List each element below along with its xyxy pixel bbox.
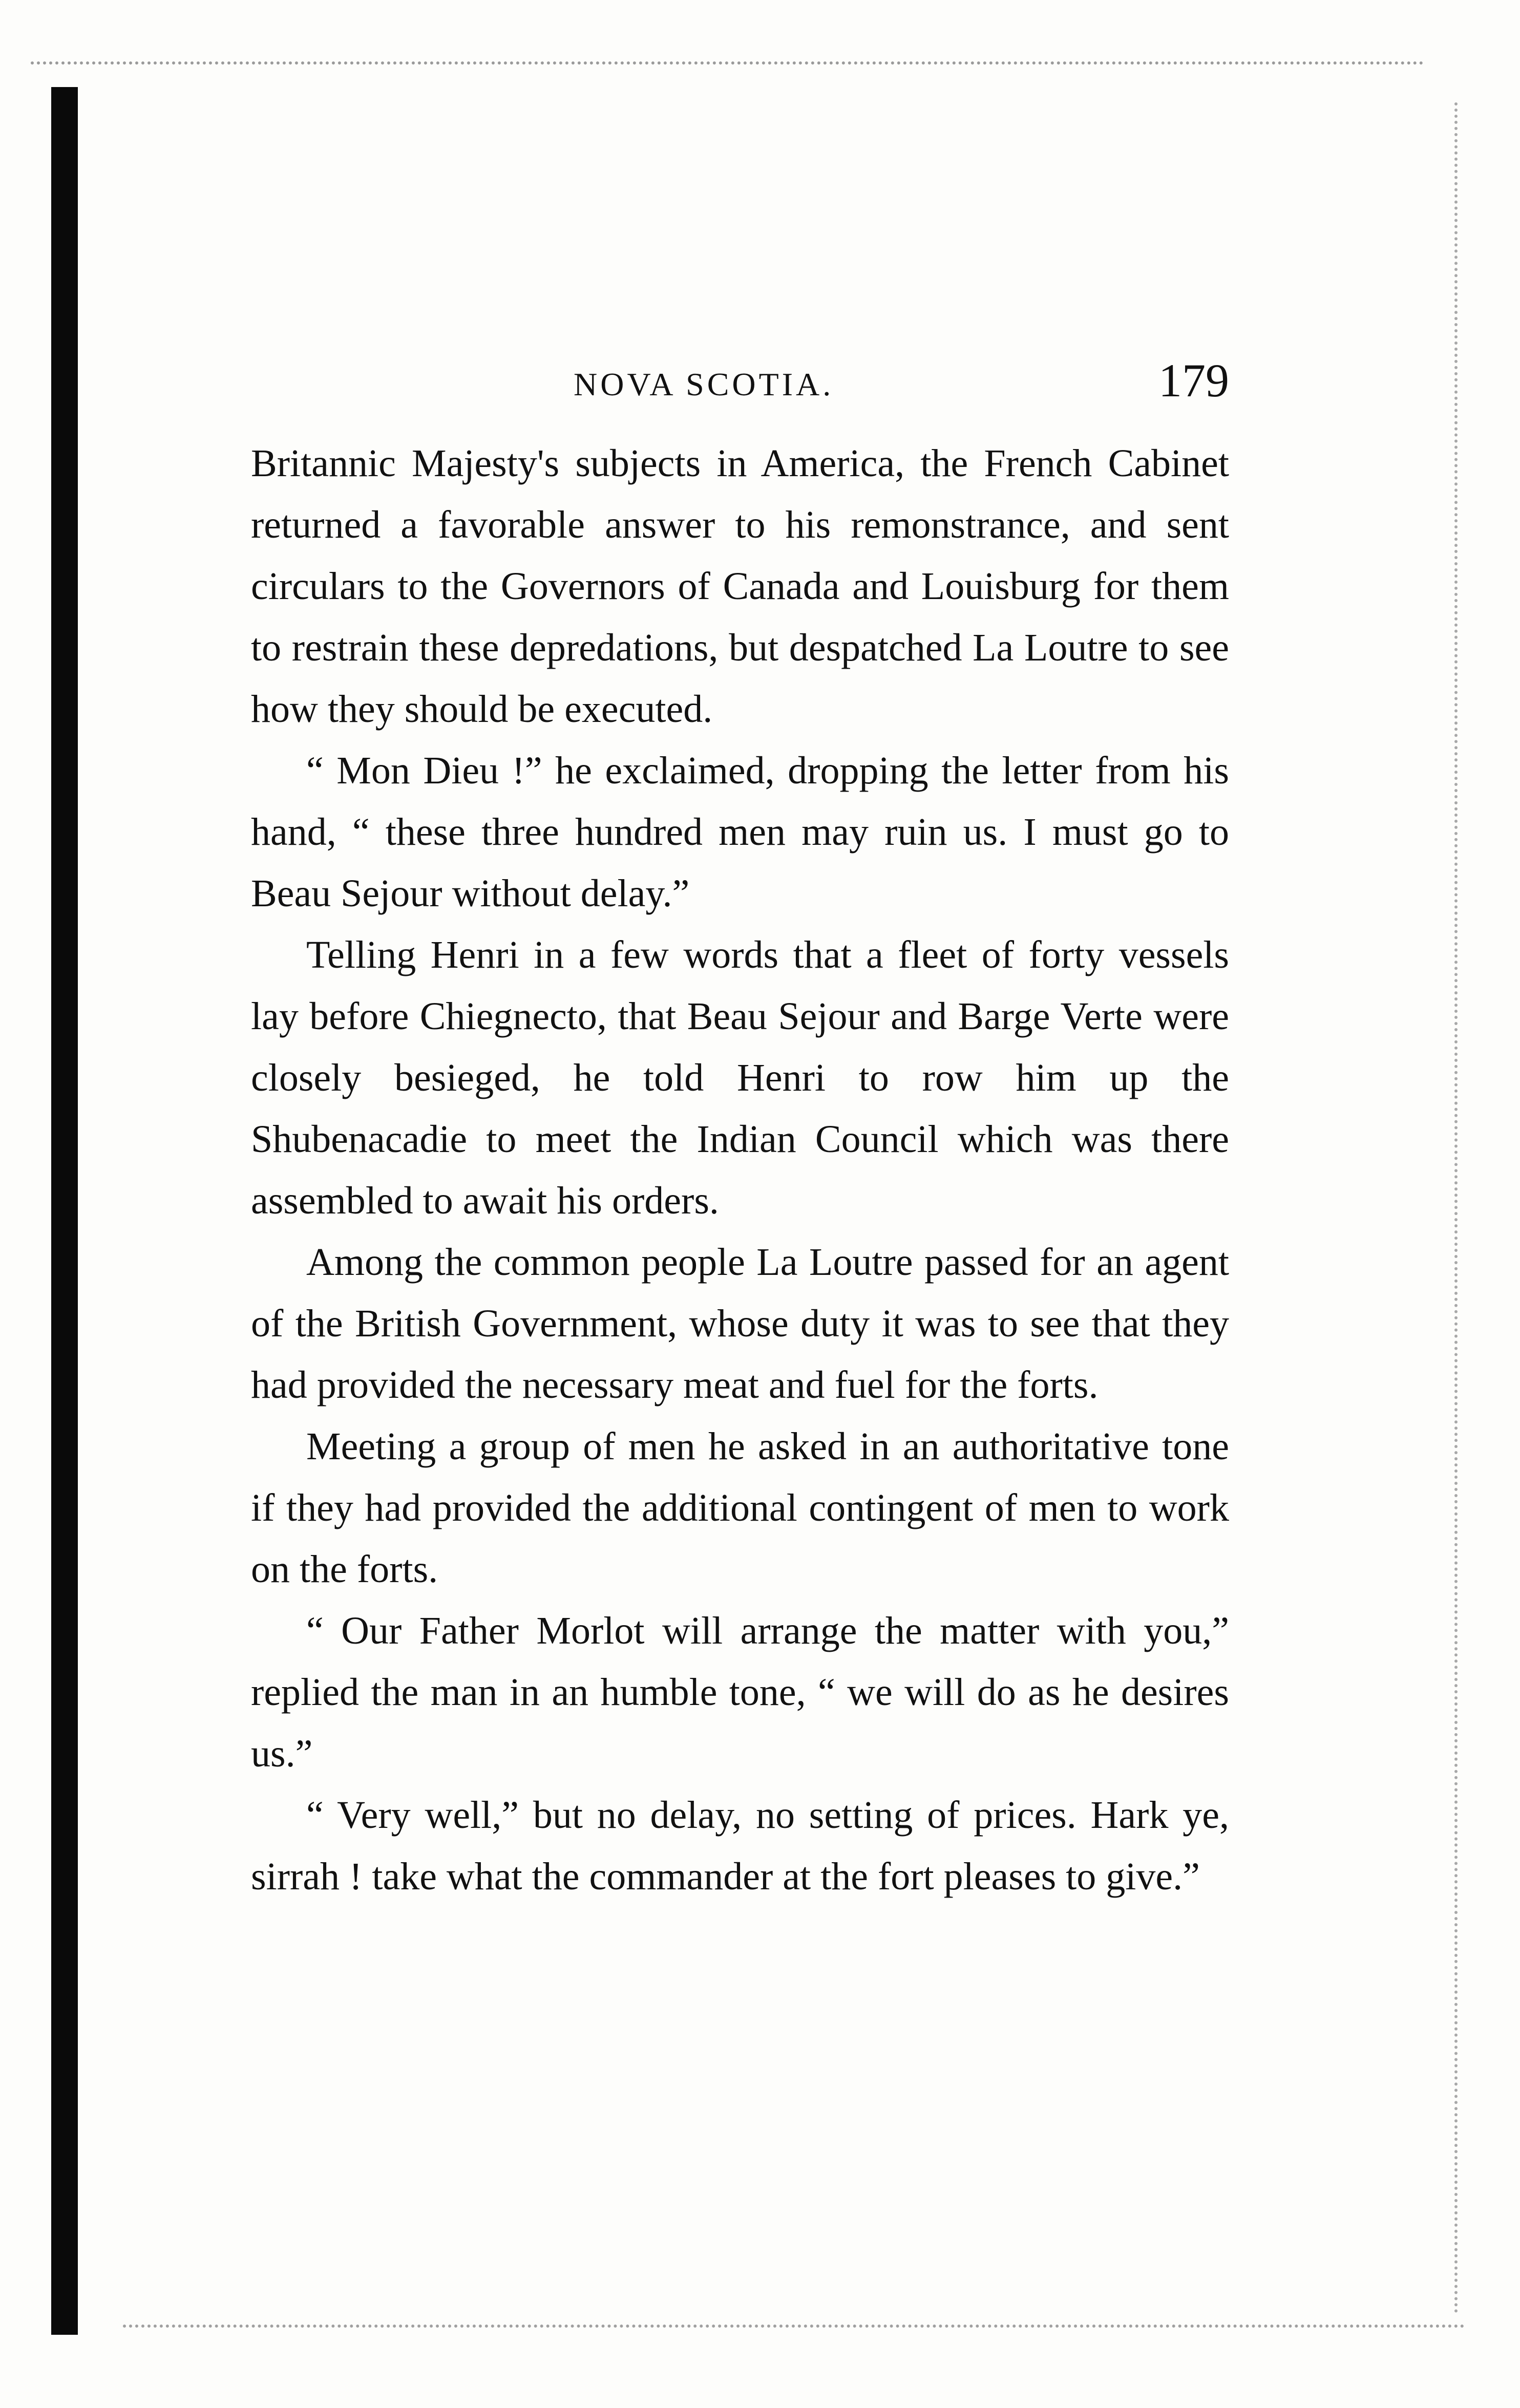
paragraph-7: “ Very well,” but no delay, no setting of prices. Hark ye, sirrah ! take what the commander at the fort pleases to give.”: [251, 1794, 1229, 1898]
scan-binding-edge: [51, 87, 78, 2335]
body-text: [251, 433, 1229, 1907]
page-right-edge: [1454, 102, 1458, 2314]
paragraph-6: “ Our Father Morlot will arrange the matter with you,” replied the man in an humble tone, “ we will do as he desires us.”: [251, 1609, 1229, 1775]
running-head: NOVA SCOTIA.: [574, 366, 834, 402]
paragraph-4: Among the common people La Loutre passed for an agent of the British Government, whose duty it was to see that they had provided the necessary meat and fuel for the forts.: [251, 1241, 1229, 1407]
paragraph-3: Telling Henri in a few words that a fleet of forty vessels lay before Chiegnecto, that Beau Sejour and Barge Verte were closely besieged, he told Henri to row him up the Shubenacadie to meet the Indian Council which was there assembled to await his orders.: [251, 933, 1229, 1222]
page-top-edge: [31, 61, 1424, 65]
page-number: 179: [1158, 354, 1229, 407]
paragraph-2: “ Mon Dieu !” he exclaimed, dropping the letter from his hand, “ these three hundred men may ruin us. I must go to Beau Sejour without delay.”: [251, 749, 1229, 915]
paragraph-1: Britannic Majesty's subjects in America, the French Cabinet returned a favorable answer to his remonstrance, and sent circulars to the Governors of Canada and Louisburg for them to restrain these depredations, but despatched La Loutre to see how they should be executed.: [251, 442, 1229, 731]
page-bottom-edge: [123, 2325, 1465, 2328]
paragraph-5: Meeting a group of men he asked in an authoritative tone if they had provided the additional contingent of men to work on the forts.: [251, 1425, 1229, 1591]
page-header: [251, 353, 1229, 415]
